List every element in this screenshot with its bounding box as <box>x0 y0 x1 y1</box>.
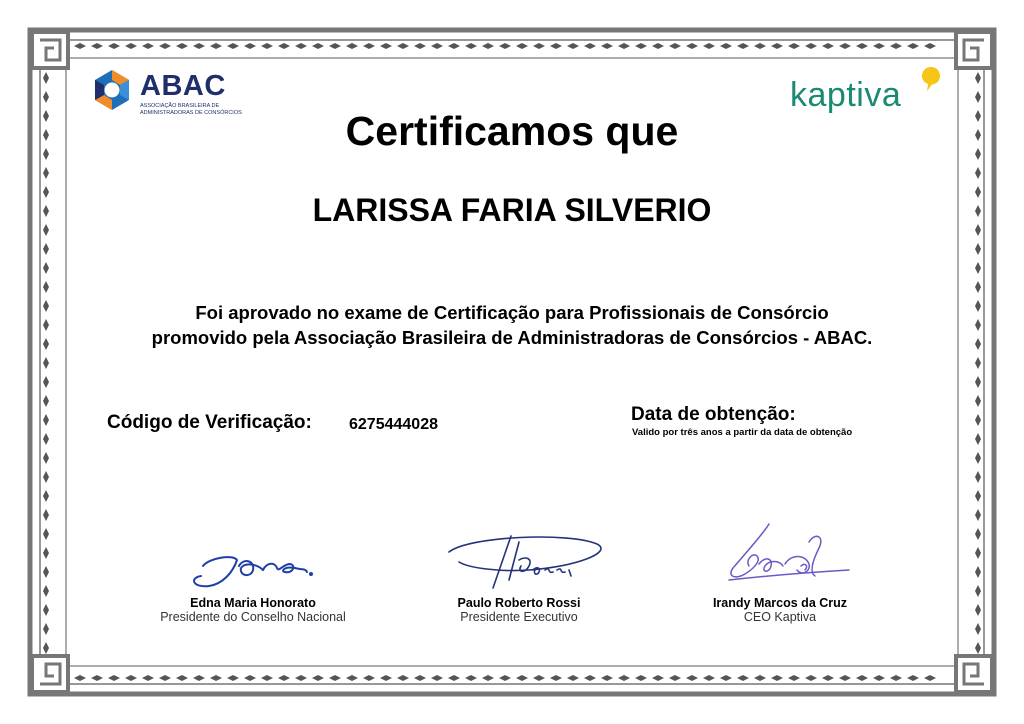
signer-1-role: Presidente do Conselho Nacional <box>160 610 346 624</box>
signature-block-1 <box>143 542 363 624</box>
signature-block-3 <box>670 520 890 624</box>
signature-block-2 <box>409 530 629 624</box>
recipient-name: LARISSA FARIA SILVERIO <box>312 192 712 228</box>
statement-line2: promovido pela Associação Brasileira de Administradoras de Consórcios - ABAC. <box>151 327 873 348</box>
signer-1-name: Edna Maria Honorato <box>190 596 316 610</box>
statement-line1: Foi aprovado no exame de Certificação para Profissionais de Consórcio <box>195 302 829 323</box>
certificate-statement <box>0 300 1024 350</box>
signer-3-role: CEO Kaptiva <box>743 610 817 624</box>
signer-2-role: Presidente Executivo <box>460 610 578 624</box>
abac-hexagon-logo-icon <box>90 68 134 112</box>
verification-code-label: Código de Verificação: <box>107 412 312 433</box>
abac-subtitle-line1: ASSOCIAÇÃO BRASILEIRA DE <box>140 103 220 109</box>
certificate-headline: Certificamos que <box>345 108 679 154</box>
kaptiva-wordmark: kaptiva <box>790 76 902 114</box>
verification-code-value: 6275444028 <box>349 416 438 433</box>
issue-date-label: Data de obtenção: <box>631 404 796 425</box>
signature-1-image <box>173 542 333 594</box>
speech-bubble-dot-icon <box>921 66 941 92</box>
signature-3-image <box>705 520 855 594</box>
signature-2-image <box>429 530 609 594</box>
signer-3-name: Irandy Marcos da Cruz <box>712 596 848 610</box>
validity-note: Valido por três anos a partir da data de obtenção <box>632 427 853 438</box>
abac-subtitle-line2: ADMINISTRADORAS DE CONSÓRCIOS <box>140 109 242 116</box>
abac-wordmark: ABAC <box>140 70 226 102</box>
signer-2-name: Paulo Roberto Rossi <box>457 596 581 610</box>
